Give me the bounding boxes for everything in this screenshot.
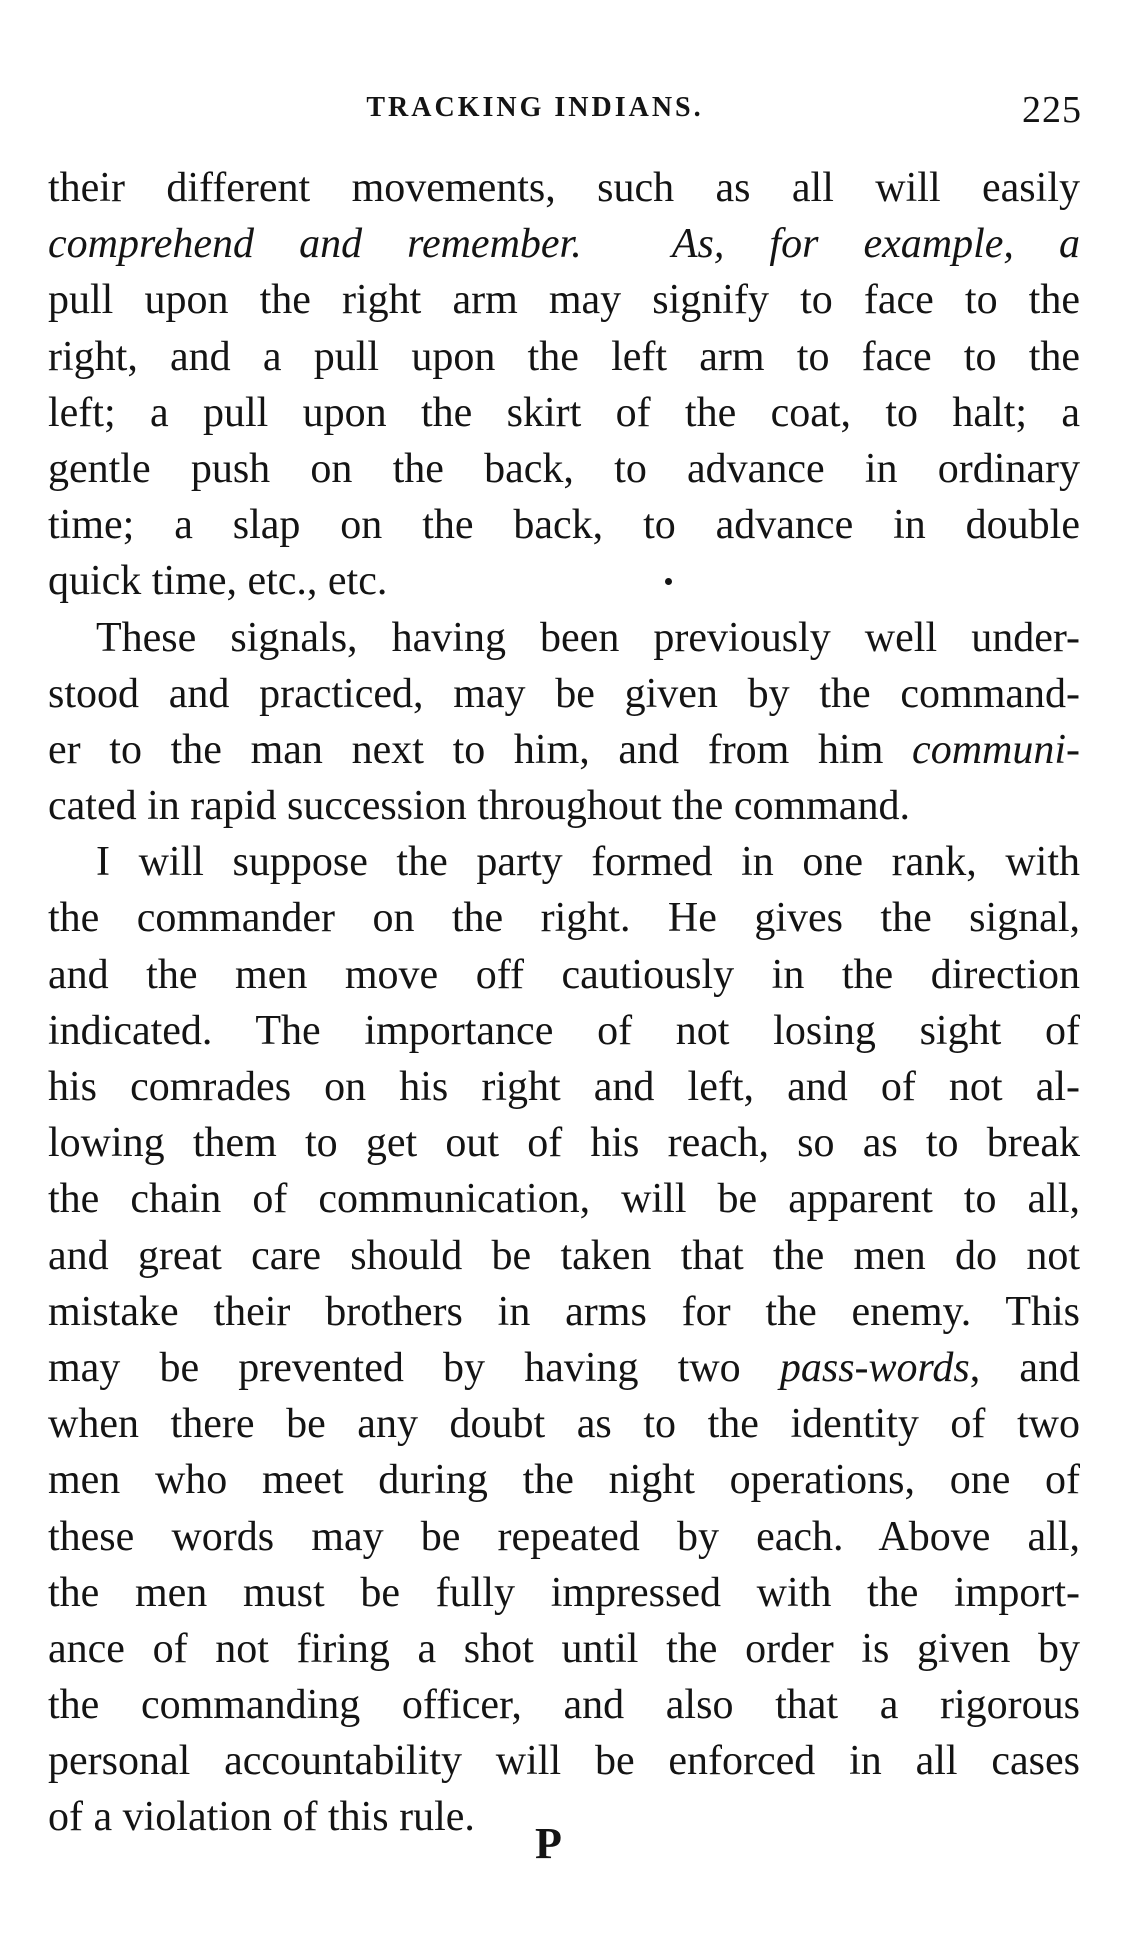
text-line: the commander on the right. He gives the signal, <box>48 895 1080 942</box>
text-line: cated in rapid succession throughout the command. <box>48 783 910 830</box>
text-line: er to the man next to him, and from him communi- <box>48 726 1080 773</box>
text-line: men who meet during the night operations, one of <box>48 1457 1080 1504</box>
text-line: lowing them to get out of his reach, so as to break <box>48 1120 1080 1167</box>
running-title: TRACKING INDIANS. <box>366 92 704 123</box>
text-line: when there be any doubt as to the identity of two <box>48 1401 1080 1448</box>
text-line: right, and a pull upon the left arm to face to the <box>48 333 1080 380</box>
text-line: the chain of communication, will be apparent to all, <box>48 1176 1080 1223</box>
text-line: and great care should be taken that the men do not <box>48 1232 1080 1279</box>
text-line: indicated. The importance of not losing sight of <box>48 1007 1080 1054</box>
text-line: his comrades on his right and left, and of not al- <box>48 1064 1080 1110</box>
text-line: personal accountability will be enforced in all cases <box>48 1738 1080 1785</box>
stray-ink-dot <box>665 578 672 585</box>
text-line: time; a slap on the back, to advance in double <box>48 502 1080 549</box>
page-number: 225 <box>1022 89 1082 131</box>
text-line: these words may be repeated by each. Above all, <box>48 1513 1080 1560</box>
text-line: the men must be fully impressed with the import- <box>48 1569 1080 1616</box>
text-line: gentle push on the back, to advance in ordinary <box>48 445 1080 492</box>
text-line: their different movements, such as all will easily <box>48 165 1080 211</box>
text-line: ance of not firing a shot until the order is given by <box>48 1625 1080 1672</box>
text-line: of a violation of this rule. <box>48 1794 475 1841</box>
text-line: quick time, etc., etc. <box>48 558 388 605</box>
paragraph-start-line: I will suppose the party formed in one rank, with <box>96 839 1080 886</box>
text-line: stood and practiced, may be given by the command- <box>48 670 1080 717</box>
text-line: and the men move off cautiously in the direction <box>48 951 1080 998</box>
body-text <box>48 160 1080 1846</box>
text-line: pull upon the right arm may signify to face to the <box>48 277 1080 324</box>
signature-mark: P <box>535 1819 562 1868</box>
text-line: comprehend and remember. As, for example, a <box>48 221 1080 268</box>
text-line: mistake their brothers in arms for the enemy. This <box>48 1288 1080 1335</box>
paragraph-start-line: These signals, having been previously well under- <box>96 614 1080 661</box>
running-head <box>48 89 1082 132</box>
text-line: left; a pull upon the skirt of the coat, to halt; a <box>48 389 1080 436</box>
text-line: the commanding officer, and also that a rigorous <box>48 1682 1080 1729</box>
text-line: may be prevented by having two pass-words, and <box>48 1344 1080 1391</box>
